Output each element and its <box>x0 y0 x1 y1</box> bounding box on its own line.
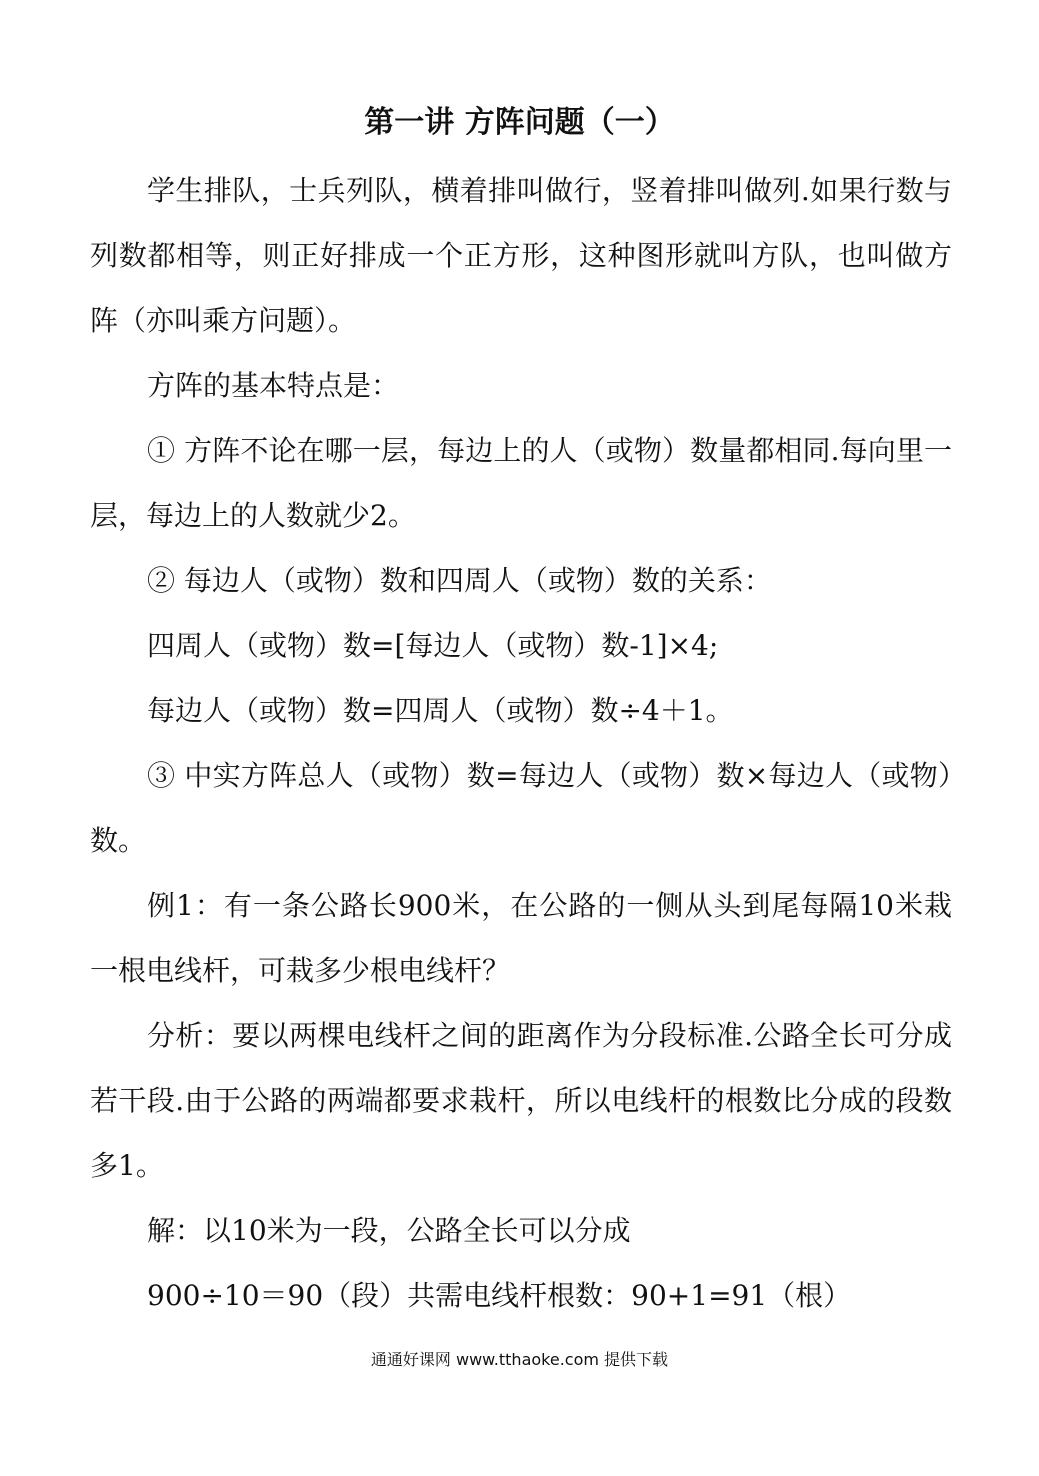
example-1-question: 例1：有一条公路长900米，在公路的一侧从头到尾每隔10米栽一根电线杆，可栽多少根电线杆？ <box>90 889 952 987</box>
formula-side: 每边人（或物）数=四周人（或物）数÷4＋1。 <box>147 694 734 727</box>
formula-perimeter: 四周人（或物）数=[每边人（或物）数-1]×4; <box>147 629 719 662</box>
paragraph-feature-2: ② 每边人（或物）数和四周人（或物）数的关系： <box>147 564 772 597</box>
lesson-title: 第一讲 方阵问题（一） <box>364 105 675 140</box>
footer-source: 通通好课网 www.tthaoke.com 提供下载 <box>370 1350 669 1369</box>
paragraph-feature-1: ① 方阵不论在哪一层，每边上的人（或物）数量都相同.每向里一层，每边上的人数就少2。 <box>90 434 952 532</box>
lesson-body <box>90 158 952 1328</box>
example-1-calculation: 900÷10＝90（段）共需电线杆根数：90+1=91（根） <box>147 1279 852 1312</box>
example-1-solution: 解：以10米为一段，公路全长可以分成 <box>147 1214 631 1247</box>
example-1-analysis: 分析：要以两棵电线杆之间的距离作为分段标准.公路全长可分成若干段.由于公路的两端都要求栽杆，所以电线杆的根数比分成的段数多1。 <box>90 1019 952 1182</box>
paragraph-features-heading: 方阵的基本特点是： <box>147 369 400 402</box>
paragraph-intro: 学生排队，士兵列队，横着排叫做行，竖着排叫做列.如果行数与列数都相等，则正好排成一个正方形，这种图形就叫方队，也叫做方阵（亦叫乘方问题）。 <box>90 174 952 337</box>
paragraph-feature-3: ③ 中实方阵总人（或物）数=每边人（或物）数×每边人（或物）数。 <box>90 759 952 857</box>
